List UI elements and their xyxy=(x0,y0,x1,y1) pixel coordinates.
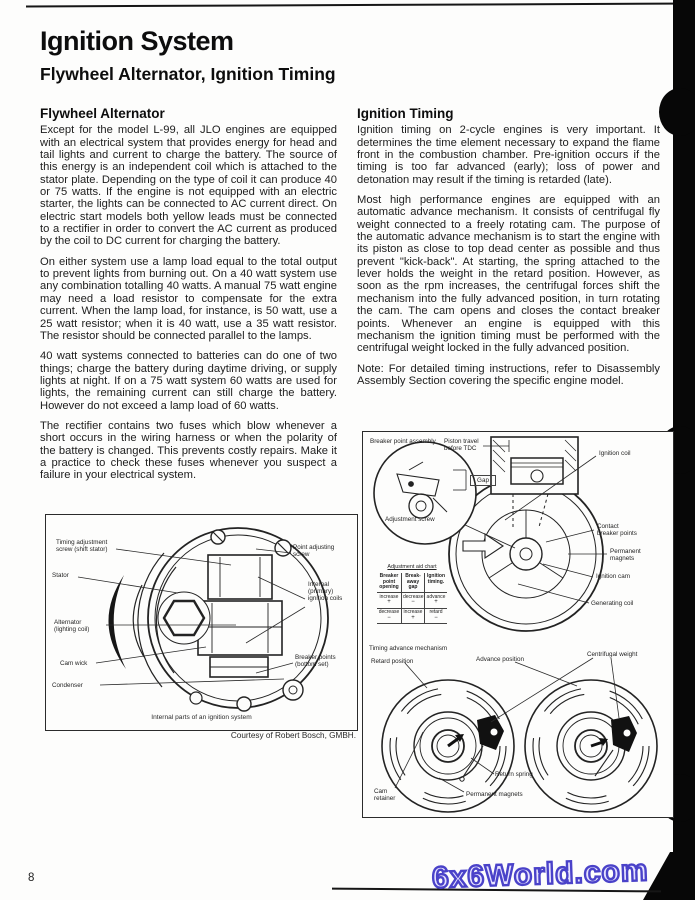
label-internal-coils: Internal (primary) ignition coils xyxy=(308,581,343,602)
page-number: 8 xyxy=(28,872,35,884)
label-contact-breaker-points: Contact breaker points xyxy=(597,523,637,537)
watermark: 6x6World.com xyxy=(431,854,650,895)
page-title: Ignition System xyxy=(40,26,234,56)
chart-header: Breaker point opening xyxy=(377,573,401,594)
label-permanent-magnets-flywheel: Permanent magnets xyxy=(610,548,641,562)
column-flywheel-alternator xyxy=(40,108,337,490)
rotation-arrow xyxy=(463,534,503,558)
scan-edge-top xyxy=(26,3,695,8)
section-heading-ignition-timing: Ignition Timing xyxy=(357,106,454,121)
label-return-spring: Return spring xyxy=(495,771,533,778)
label-piston-travel: Piston travel before TDC xyxy=(444,438,479,452)
figure-caption: Internal parts of an ignition system xyxy=(151,714,252,721)
binder-hole xyxy=(659,88,695,136)
label-ignition-coil: Ignition coil xyxy=(599,450,631,457)
label-alternator: Alternator (lighting coil) xyxy=(54,619,90,633)
chart-header: Break-away gap xyxy=(401,573,424,594)
label-advance-position: Advance position xyxy=(476,656,524,663)
chart-cell: decrease − xyxy=(401,593,424,608)
section-heading-flywheel-alternator: Flywheel Alternator xyxy=(40,106,165,121)
paragraph: On either system use a lamp load equal to the total output to prevent lights from burning out. On a 40 watt system use any combination totalling 40 watts. A manual 75 watt engine may need a load resistor to compensate for the extra current. When the lamp load, for instance, is 50 watt, use a 25 watt resistor; when it is 40 watt, use a 35 watt resistor. The resistor should be connected parallel to the lamps. xyxy=(40,255,337,342)
chart-cell: retard − xyxy=(424,609,447,624)
chart-title: Adjustment aid chart xyxy=(387,564,437,570)
chart-cell: decrease − xyxy=(377,609,401,624)
label-adjustment-screw: Adjustment screw xyxy=(385,516,435,523)
chart-cell: increase + xyxy=(401,609,424,624)
label-cam-retainer: Cam retainer xyxy=(374,788,396,802)
paragraph: The rectifier contains two fuses which blow whenever a short occurs in the wiring harness or when the polarity of the battery is changed. This prevents costly repairs. Make it a practice to check these fuses whenever you suspect a failure in your electrical system. xyxy=(40,419,337,482)
label-gap: Gap xyxy=(470,475,496,486)
figure-flywheel-alternator xyxy=(45,514,358,731)
figure-ignition-timing xyxy=(362,431,674,818)
chart-cell: advance + xyxy=(424,593,447,608)
label-timing-advance-mechanism: Timing advance mechanism xyxy=(369,645,448,652)
label-breaker-points: Breaker points (bottom set) xyxy=(295,654,336,668)
label-stator: Stator xyxy=(52,572,69,579)
column-ignition-timing xyxy=(357,108,660,395)
label-retard-position: Retard position xyxy=(371,658,414,665)
paragraph: Except for the model L-99, all JLO engines are equipped with an electrical system that provides energy for head and tail lights and current to charge the battery. The source of this energy is an independent coil which is attached to the stator plate. Depending on the type of coil it can produce 40 or 75 watts. If the engine is not equipped with an electric starter, the lights can be connected to AC current direct. On electric start models both yellow leads must be connected to a rectifier in order to convert the AC current as produced by the coil to DC current for charging the battery. xyxy=(40,124,337,248)
label-permanent-magnets-advance: Permanent magnets xyxy=(466,791,523,798)
page-header xyxy=(40,26,635,85)
label-condenser: Condenser xyxy=(52,682,83,689)
scan-corner xyxy=(643,852,695,900)
label-centrifugal-weight: Centrifugal weight xyxy=(587,651,638,658)
centrifugal-weight-retard xyxy=(477,715,504,750)
label-ignition-cam: Ignition cam xyxy=(596,573,630,580)
page-subtitle: Flywheel Alternator, Ignition Timing xyxy=(40,64,336,84)
label-cam-wick: Cam wick xyxy=(60,660,88,667)
adjustment-aid-chart xyxy=(377,565,447,624)
courtesy-line: Courtesy of Robert Bosch, GMBH. xyxy=(230,731,356,740)
note-paragraph: Note: For detailed timing instructions, refer to Disassembly Assembly Section covering the specific engine model. xyxy=(357,362,660,387)
label-point-adjusting-screw: Point adjusting screw xyxy=(293,544,335,558)
paragraph: 40 watt systems connected to batteries can do one of two things; charge the battery during daytime driving, or supply lights at night. If on a 75 watt system 60 watts are used for lights, the remaining current can still charge the battery. However do not exceed a lamp load of 60 watts. xyxy=(40,350,337,412)
label-timing-adjustment-screw: Timing adjustment screw (shift stator) xyxy=(56,539,108,553)
label-generating-coil: Generating coil xyxy=(591,600,634,607)
paragraph: Ignition timing on 2-cycle engines is very important. It determines the time element necessary to expand the flame front in the combustion chamber. Pre-ignition occurs if the timing is too far advanced (early); loss of power and detonation may result if the timing is retarded (late). xyxy=(357,124,660,186)
chart-header: Ignition timing. xyxy=(424,573,447,594)
label-breaker-point-assembly: Breaker point assembly xyxy=(370,438,436,445)
chart-cell: increase + xyxy=(377,593,401,608)
ignition-timing-diagram xyxy=(363,432,673,817)
paragraph: Most high performance engines are equipped with an automatic advance mechanism. It consists of centrifugal fly weight connected to a freely rotating cam. The purpose of the automatic advance mechanism is to start the engine with its piston as close to top dead center as possible and thus prevent "kick-back". At starting, the spring attached to the lever holds the weight in the retard position. However, as soon as the rpm increases, the centrifugal forces shift the mechanism into the fully advanced position, in turn rotating the cam. The cam opens and closes the contact breaker points. Whenever an engine is equipped with this mechanism the ignition timing must be performed with the centrifugal weight locked in the fully advanced position. xyxy=(357,194,660,355)
stator-crescent xyxy=(108,575,126,669)
